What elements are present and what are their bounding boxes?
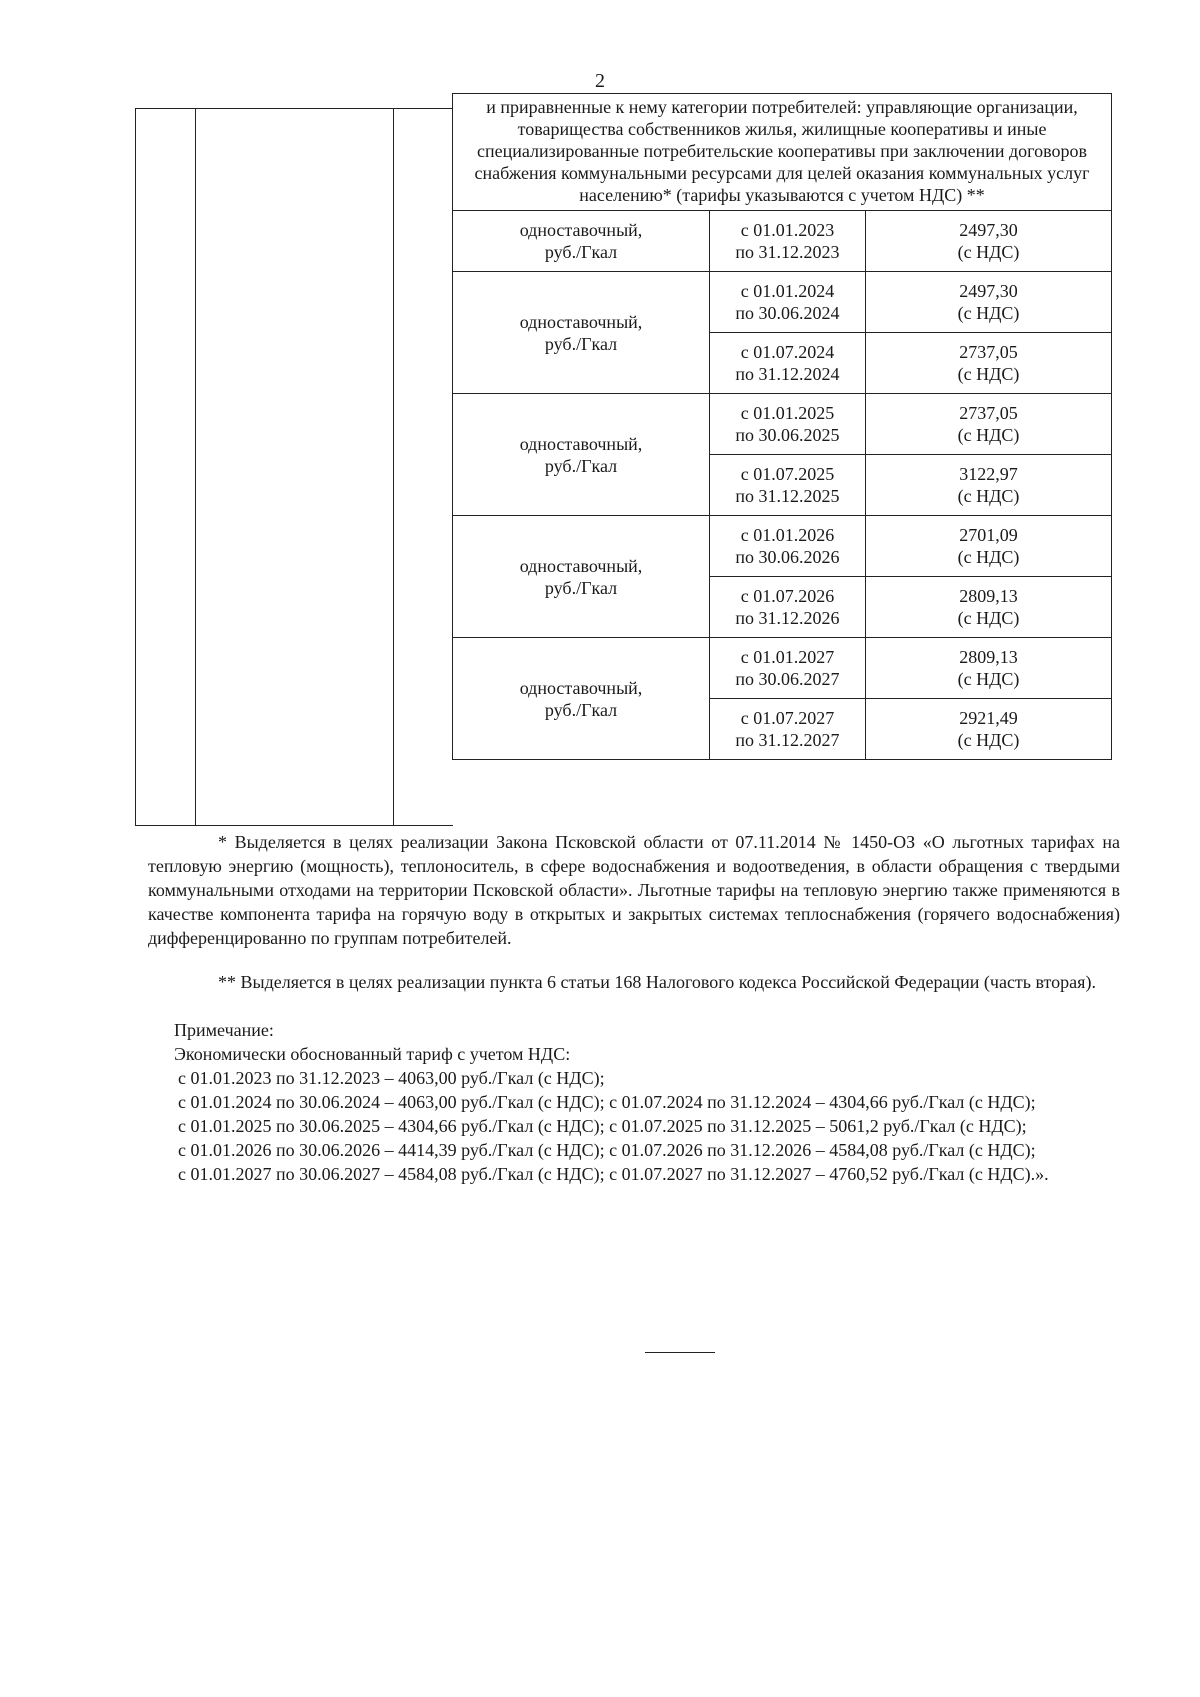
tariff-unit: руб./Гкал bbox=[544, 242, 618, 262]
period-from: с 01.01.2023 bbox=[740, 220, 835, 240]
period-to: по 31.12.2023 bbox=[735, 242, 840, 262]
note-subtitle: Экономически обоснованный тариф с учетом НДС: bbox=[174, 1044, 571, 1064]
tariff-unit: руб./Гкал bbox=[544, 699, 618, 720]
tariff-value-cell bbox=[866, 516, 1112, 577]
tariff-value: 2737,05 bbox=[959, 403, 1018, 423]
consumer-category-header: и приравненные к нему категории потребителей: управляющие организации, товарищества собственников жилья, жилищные кооперативы и иные специализированные потребительские кооперативы при заключении договоров снабжения коммунальными ресурсами для целей оказания коммунальных услуг населению* (тарифы указываются с учетом НДС) ** bbox=[453, 94, 1112, 211]
period-cell bbox=[710, 272, 866, 333]
tariff-unit: руб./Гкал bbox=[544, 455, 618, 476]
tariff-value: 2809,13 bbox=[959, 586, 1018, 606]
period-cell bbox=[710, 394, 866, 455]
tariff-value: 2809,13 bbox=[959, 647, 1018, 667]
tariff-type-cell bbox=[453, 394, 710, 516]
tariff-value-cell bbox=[866, 638, 1112, 699]
note-line-2024: с 01.01.2024 по 30.06.2024 – 4063,00 руб./Гкал (с НДС); с 01.07.2024 по 31.12.2024 – 4304,66 руб./Гкал (с НДС); bbox=[178, 1092, 1036, 1112]
period-to: по 30.06.2024 bbox=[735, 303, 840, 323]
tariff-value-cell bbox=[866, 211, 1112, 272]
period-cell bbox=[710, 211, 866, 272]
note-title: Примечание: bbox=[174, 1020, 274, 1040]
tariff-value-cell bbox=[866, 272, 1112, 333]
period-from: с 01.07.2026 bbox=[740, 586, 835, 606]
table-row bbox=[453, 272, 1112, 333]
vat-note: (с НДС) bbox=[957, 486, 1020, 506]
vat-note: (с НДС) bbox=[957, 425, 1020, 445]
period-from: с 01.01.2027 bbox=[740, 647, 835, 667]
period-to: по 30.06.2027 bbox=[735, 669, 840, 689]
tariff-unit: руб./Гкал bbox=[544, 577, 618, 598]
table-row bbox=[453, 211, 1112, 272]
note-line-2027: с 01.01.2027 по 30.06.2027 – 4584,08 руб./Гкал (с НДС); с 01.07.2027 по 31.12.2027 – 4760,52 руб./Гкал (с НДС).». bbox=[178, 1164, 1049, 1184]
tariff-value: 2701,09 bbox=[959, 525, 1018, 545]
tariff-type-cell bbox=[453, 516, 710, 638]
period-from: с 01.01.2025 bbox=[740, 403, 835, 423]
period-to: по 31.12.2025 bbox=[735, 486, 840, 506]
tariff-type: одноставочный, bbox=[519, 677, 643, 698]
period-to: по 31.12.2026 bbox=[735, 608, 840, 628]
tariff-value-cell bbox=[866, 333, 1112, 394]
period-from: с 01.07.2024 bbox=[740, 342, 835, 362]
tariff-type-cell bbox=[453, 272, 710, 394]
period-cell bbox=[710, 638, 866, 699]
vat-note: (с НДС) bbox=[957, 608, 1020, 628]
tariff-value-cell bbox=[866, 394, 1112, 455]
period-from: с 01.07.2025 bbox=[740, 464, 835, 484]
table-row bbox=[453, 516, 1112, 577]
tariff-value: 2497,30 bbox=[959, 281, 1018, 301]
table-row bbox=[453, 638, 1112, 699]
vat-note: (с НДС) bbox=[957, 242, 1020, 262]
period-to: по 31.12.2024 bbox=[735, 364, 840, 384]
period-to: по 30.06.2025 bbox=[735, 425, 840, 445]
period-cell bbox=[710, 577, 866, 638]
footnotes bbox=[148, 830, 1120, 1186]
note-line-2023: с 01.01.2023 по 31.12.2023 – 4063,00 руб./Гкал (с НДС); bbox=[178, 1068, 605, 1088]
tariff-table bbox=[452, 93, 1112, 760]
vat-note: (с НДС) bbox=[957, 669, 1020, 689]
vat-note: (с НДС) bbox=[957, 730, 1020, 750]
page-number: 2 bbox=[595, 70, 605, 92]
vat-note: (с НДС) bbox=[957, 303, 1020, 323]
tariff-type: одноставочный, bbox=[519, 220, 643, 240]
tariff-type: одноставочный, bbox=[519, 433, 643, 454]
vat-note: (с НДС) bbox=[957, 547, 1020, 567]
tariff-value-cell bbox=[866, 577, 1112, 638]
tariff-value: 2737,05 bbox=[959, 342, 1018, 362]
table-row bbox=[453, 394, 1112, 455]
footnote-2: ** Выделяется в целях реализации пункта 6 статьи 168 Налогового кодекса Российской Федерации (часть вторая). bbox=[218, 972, 1096, 992]
note-section bbox=[148, 1018, 1120, 1186]
footnote-1: * Выделяется в целях реализации Закона Псковской области от 07.11.2014 № 1450-ОЗ «О льготных тарифах на тепловую энергию (мощность), теплоноситель, в сфере водоснабжения и водоотведения, в области обращения с твердыми коммунальными отходами на территории Псковской области». Льготные тарифы на тепловую энергию также применяются в качестве компонента тарифа на горячую воду в открытых и закрытых системах теплоснабжения (горячего водоснабжения) дифференцированно по группам потребителей. bbox=[148, 832, 1120, 948]
tariff-value-cell bbox=[866, 455, 1112, 516]
end-rule bbox=[645, 1352, 715, 1353]
note-line-2026: с 01.01.2026 по 30.06.2026 – 4414,39 руб./Гкал (с НДС); с 01.07.2026 по 31.12.2026 – 4584,08 руб./Гкал (с НДС); bbox=[178, 1140, 1036, 1160]
period-to: по 31.12.2027 bbox=[735, 730, 840, 750]
tariff-type: одноставочный, bbox=[519, 311, 643, 332]
period-from: с 01.01.2026 bbox=[740, 525, 835, 545]
table-header-row bbox=[453, 94, 1112, 211]
period-from: с 01.07.2027 bbox=[740, 708, 835, 728]
note-line-2025: с 01.01.2025 по 30.06.2025 – 4304,66 руб./Гкал (с НДС); с 01.07.2025 по 31.12.2025 – 5061,2 руб./Гкал (с НДС); bbox=[178, 1116, 1027, 1136]
tariff-value: 2921,49 bbox=[959, 708, 1018, 728]
period-to: по 30.06.2026 bbox=[735, 547, 840, 567]
vat-note: (с НДС) bbox=[957, 364, 1020, 384]
tariff-value: 3122,97 bbox=[959, 464, 1018, 484]
period-cell bbox=[710, 699, 866, 760]
period-cell bbox=[710, 516, 866, 577]
tariff-unit: руб./Гкал bbox=[544, 333, 618, 354]
period-from: с 01.01.2024 bbox=[740, 281, 835, 301]
tariff-value: 2497,30 bbox=[959, 220, 1018, 240]
tariff-value-cell bbox=[866, 699, 1112, 760]
period-cell bbox=[710, 333, 866, 394]
tariff-type-cell bbox=[453, 638, 710, 760]
tariff-type: одноставочный, bbox=[519, 555, 643, 576]
period-cell bbox=[710, 455, 866, 516]
tariff-type-cell bbox=[453, 211, 710, 272]
